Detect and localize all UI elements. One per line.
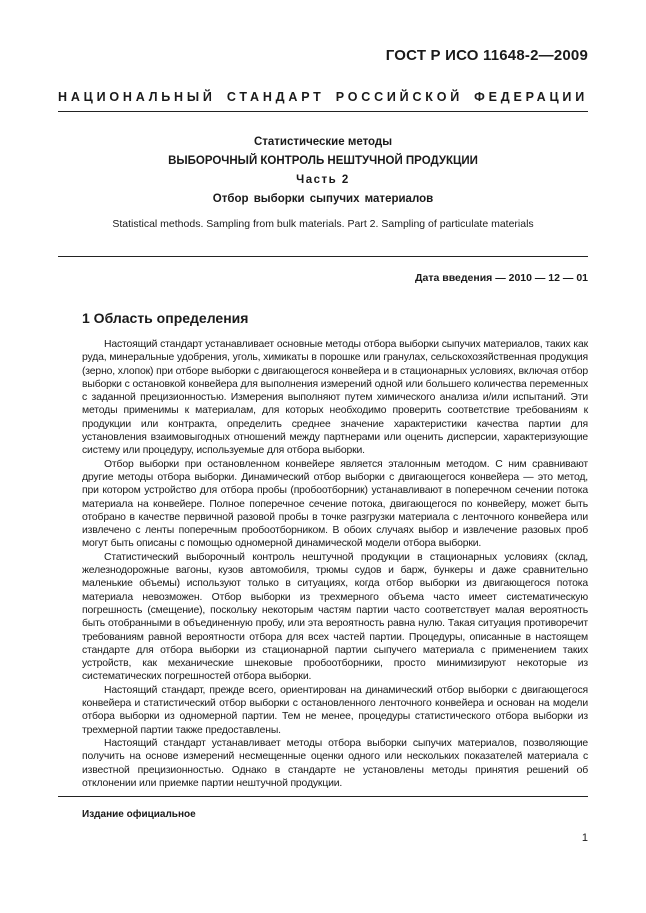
english-title: Statistical methods. Sampling from bulk materials. Part 2. Sampling of particulate materials (112, 218, 534, 230)
paragraph: Отбор выборки при остановленном конвейере является эталонным методом. С ним сравнивают другие методы отбора выборки. Динамический отбор выборки с двигающегося конвейера — это метод, при котором устройство для отбора пробы (пробоотборник) устанавливают в поперечном сечении потока материала на конвейере. Полное поперечное сечение потока, двигающегося по конвейеру, может быть отобрано в качестве первичной разовой пробы в точке разгрузки материала с ленточного конвейера или извлечено с ленты поперечным пробоотборником. В обоих случаях выбор и извлечение разовых проб могут быть описаны с помощью одномерной динамической модели отбора выборки. (82, 458, 588, 550)
main-title: ВЫБОРОЧНЫЙ КОНТРОЛЬ НЕШТУЧНОЙ ПРОДУКЦИИ (168, 155, 478, 167)
paragraph: Настоящий стандарт устанавливает методы отбора выборки сыпучих материалов, позволяющие получить на основе измерений несмещенные оценки одного или нескольких показателей материала с известной прецизионностью. Однако в стандарте не установлены методы принятия решений об отклонении или приемке партии нештучной продукции. (82, 737, 588, 789)
paragraph: Настоящий стандарт, прежде всего, ориентирован на динамический отбор выборки с двигающегося конвейера и статистический отбор выборки с остановленного ленточного конвейера и основан на модели отбора выборки из одномерной партии. Тем не менее, процедуры статистического отбора выборки из трехмерной партии также предоставлены. (82, 684, 588, 736)
edition-note: Издание официальное (82, 809, 196, 820)
section-body (82, 338, 588, 790)
standard-banner: НАЦИОНАЛЬНЫЙ СТАНДАРТ РОССИЙСКОЙ ФЕДЕРАЦИИ (58, 90, 588, 104)
part-title: Отбор выборки сыпучих материалов (212, 193, 434, 205)
subtitle-top: Статистические методы (253, 136, 393, 148)
header-divider (58, 111, 588, 112)
part-label: Часть 2 (296, 174, 350, 186)
document-number: ГОСТ Р ИСО 11648-2—2009 (385, 47, 588, 64)
footer-divider (58, 796, 588, 797)
paragraph: Настоящий стандарт устанавливает основные методы отбора выборки сыпучих материалов, таких как руда, минеральные удобрения, уголь, химикаты в порошке или гранулах, сельскохозяйственная продукция (зерно, хлопок) при отборе выборки с двигающегося конвейера и в стационарных условиях, включая отбор выборки с остановкой конвейера для выполнения измерений одной или большего количества переменных с заданной прецизионностью. Измерения выполняют путем химического анализа и/или испытаний. Эти методы применимы к материалам, для которых необходимо проверить соответствие требованиям к продукции или контракта, определить среднее значение характеристики качества партии для установления взаимовыгодных отношений между партнерами или оценить дисперсии, характеризующие систему или процедуру, используемые для отбора выборки. (82, 339, 588, 457)
title-divider (58, 256, 588, 257)
paragraph: Статистический выборочный контроль нештучной продукции в стационарных условиях (склад, железнодорожные вагоны, кузов автомобиля, трюмы судов и барж, бункеры и даже сравнительно маленькие объемы) используют только в ситуациях, когда отбор выборки из двигающегося потока материала невозможен. Отбор выборки из трехмерного объема часто имеет систематическую погрешность (смещение), поскольку некоторым частям партии часто соответствует малая вероятность быть отобранными в объединенную пробу, или эта вероятность равна нулю. Такая ситуация противоречит требованиям равной вероятности отбора для всех частей партии. Процедуры, описанные в настоящем стандарте для отбора выборки из стационарной партии сыпучего материала с применением таких устройств, как механические шнековые пробоотборники, просто минимизируют некоторые из систематических погрешностей отбора выборки. (82, 551, 588, 683)
page-number: 1 (581, 832, 588, 844)
introduction-date: Дата введения — 2010 — 12 — 01 (415, 272, 588, 284)
section-heading: 1 Область определения (82, 310, 249, 326)
